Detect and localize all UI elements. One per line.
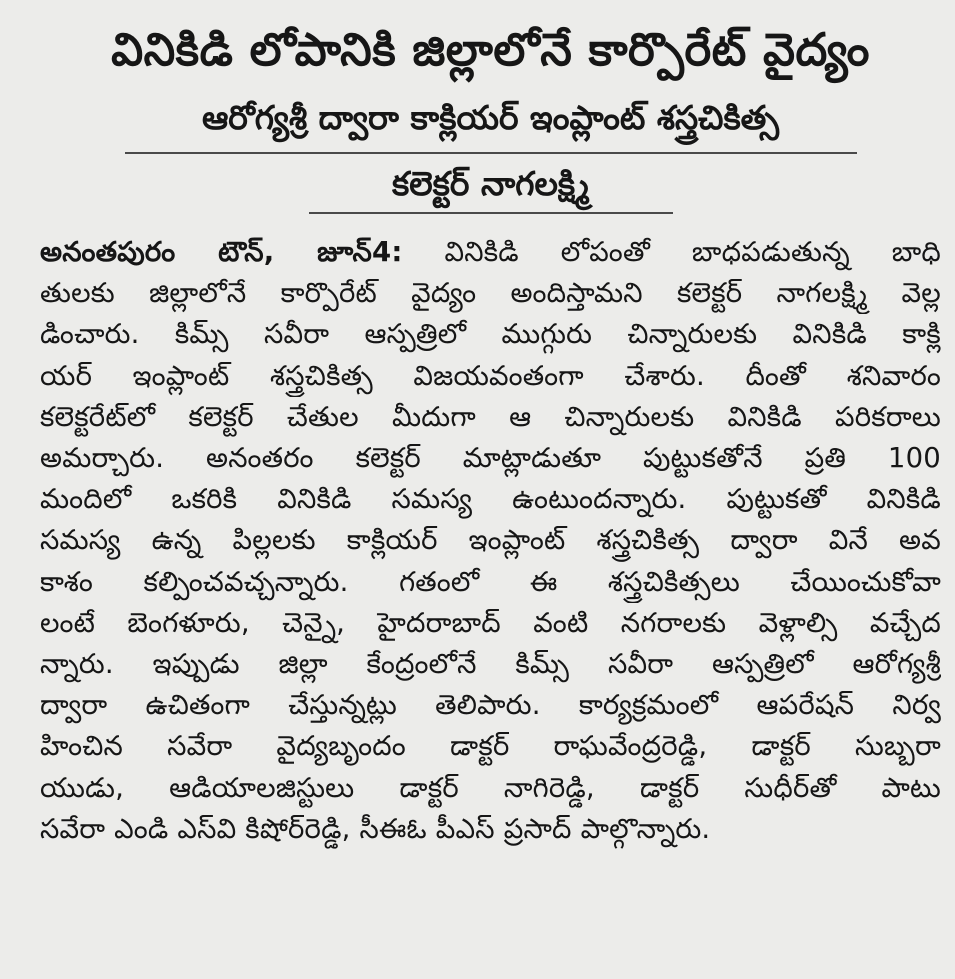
article-line: హించిన సవేరా వైద్యబృందం డాక్టర్ రాఘవేంద్రరెడ్డి, డాక్టర్ సుబ్బరా bbox=[40, 730, 941, 763]
article-line: అమర్చారు. అనంతరం కలెక్టర్ మాట్లాడుతూ పుట్టుకతోనే ప్రతి 100 bbox=[40, 442, 941, 475]
article-line: సమస్య ఉన్న పిల్లలకు కాక్లియర్ ఇంప్లాంట్ శస్త్రచికిత్స ద్వారా వినే అవ bbox=[40, 524, 941, 557]
article-line: యర్ ఇంప్లాంట్ శస్త్రచికిత్స విజయవంతంగా చేశారు. దీంతో శనివారం bbox=[40, 359, 941, 392]
article-line-text: వినికిడి లోపంతో బాధపడుతున్న బాధి bbox=[402, 236, 941, 268]
article-line: కలెక్టరేట్‌లో కలెక్టర్ చేతుల మీదుగా ఆ చిన్నారులకు వినికిడి పరికరాలు bbox=[40, 400, 941, 433]
article-line: ద్వారా ఉచితంగా చేస్తున్నట్లు తెలిపారు. కార్యక్రమంలో ఆపరేషన్ నిర్వ bbox=[40, 689, 941, 722]
article-line: మందిలో ఒకరికి వినికిడి సమస్య ఉంటుందన్నారు. పుట్టుకతో వినికిడి bbox=[40, 483, 941, 516]
subheadline: ఆరోగ్యశ్రీ ద్వారా కాక్లియర్ ఇంప్లాంట్ శస్త్రచికిత్స bbox=[201, 98, 780, 137]
divider-rule-short bbox=[309, 212, 673, 214]
article-line: న్నారు. ఇప్పుడు జిల్లా కేంద్రంలోనే కిమ్స్ సవీరా ఆస్పత్రిలో ఆరోగ్యశ్రీ bbox=[40, 648, 941, 681]
article-line: తులకు జిల్లాలోనే కార్పొరేట్ వైద్యం అందిస్తామని కలెక్టర్ నాగలక్ష్మి వెల్ల bbox=[40, 277, 941, 310]
article-line: సవేరా ఎండి ఎస్‌వి కిషోర్‌రెడ్డి, సీఈఓ పీఎస్ ప్రసాద్ పాల్గొన్నారు. bbox=[40, 812, 711, 845]
article-line: కాశం కల్పించవచ్చన్నారు. గతంలో ఈ శస్త్రచికిత్సలు చేయించుకోవా bbox=[40, 565, 941, 598]
kicker-attribution: కలెక్టర్ నాగలక్ష్మి bbox=[392, 164, 589, 203]
article-line: యుడు, ఆడియాలజిస్టులు డాక్టర్ నాగిరెడ్డి, డాక్టర్ సుధీర్‌తో పాటు bbox=[40, 771, 941, 804]
article-line: డించారు. కిమ్స్ సవీరా ఆస్పత్రిలో ముగ్గురు చిన్నారులకు వినికిడి కాక్లి bbox=[40, 318, 941, 351]
headline: వినికిడి లోపానికి జిల్లాలోనే కార్పొరేట్ వైద్యం bbox=[111, 23, 870, 76]
article-line: లంటే బెంగళూరు, చెన్నై, హైదరాబాద్ వంటి నగరాలకు వెళ్లాల్సి వచ్చేద bbox=[40, 606, 941, 639]
article-body bbox=[40, 232, 941, 850]
article-line bbox=[40, 232, 941, 273]
dateline: అనంతపురం టౌన్, జూన్4: bbox=[40, 236, 403, 268]
